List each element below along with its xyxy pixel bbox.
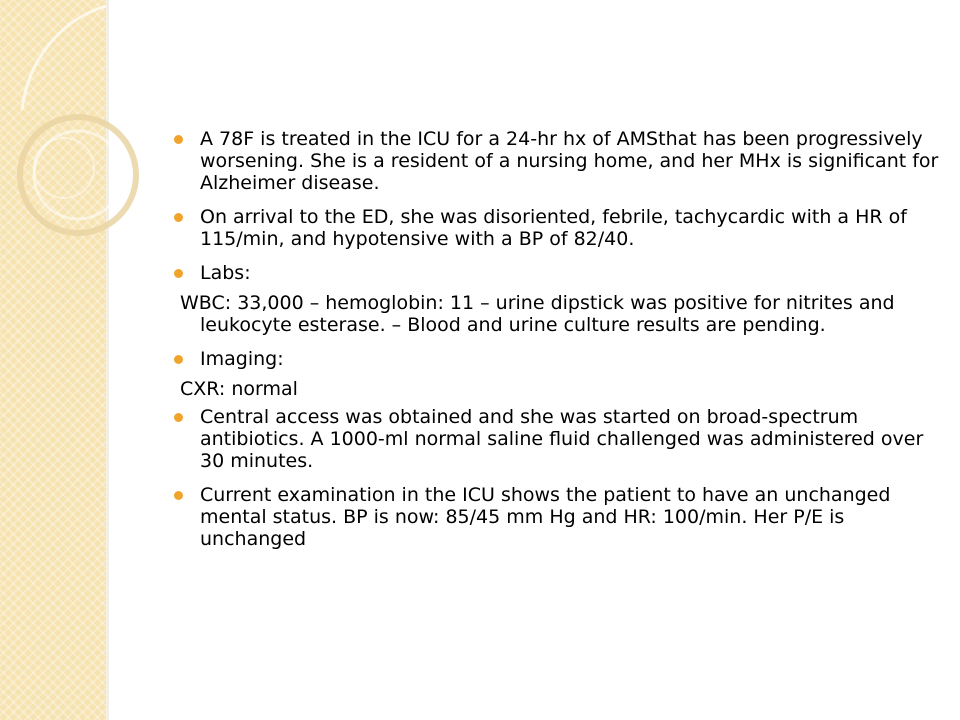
bullet-item-case-intro bbox=[172, 128, 942, 194]
bullet-dot-icon bbox=[174, 213, 183, 222]
bullet-item-treatment bbox=[172, 406, 942, 472]
bullet-text: On arrival to the ED, she was disoriented, febrile, tachycardic with a HR of 115/min, and hypotensive with a BP of 82/40. bbox=[200, 206, 907, 250]
bullet-dot-icon bbox=[174, 413, 183, 422]
slide-body bbox=[172, 128, 942, 562]
imaging-detail-text: CXR: normal bbox=[180, 378, 298, 400]
bullet-item-ed-arrival bbox=[172, 206, 942, 250]
bullet-dot-icon bbox=[174, 491, 183, 500]
bullet-item-labs bbox=[172, 262, 942, 284]
bullet-text: Current examination in the ICU shows the patient to have an unchanged mental status. BP is now: 85/45 mm Hg and HR: 100/min. Her P/E is unchanged bbox=[200, 484, 891, 550]
bullet-text: Labs: bbox=[200, 262, 251, 284]
bullet-text: Central access was obtained and she was started on broad-spectrum antibiotics. A 1000-ml normal saline fluid challenged was administered over 30 minutes. bbox=[200, 406, 924, 472]
bullet-dot-icon bbox=[174, 269, 183, 278]
bullet-text: A 78F is treated in the ICU for a 24-hr hx of AMSthat has been progressively worsening. She is a resident of a nursing home, and her MHx is significant for Alzheimer disease. bbox=[200, 128, 939, 194]
labs-detail-text: WBC: 33,000 – hemoglobin: 11 – urine dipstick was positive for nitrites and leukocyte esterase. – Blood and urine culture results are pending. bbox=[180, 292, 895, 336]
bullet-item-imaging bbox=[172, 348, 942, 370]
bullet-dot-icon bbox=[174, 355, 183, 364]
decorative-rings-graphic bbox=[0, 0, 140, 300]
bullet-text: Imaging: bbox=[200, 348, 284, 370]
bullet-item-current-exam bbox=[172, 484, 942, 550]
bullet-dot-icon bbox=[174, 135, 183, 144]
